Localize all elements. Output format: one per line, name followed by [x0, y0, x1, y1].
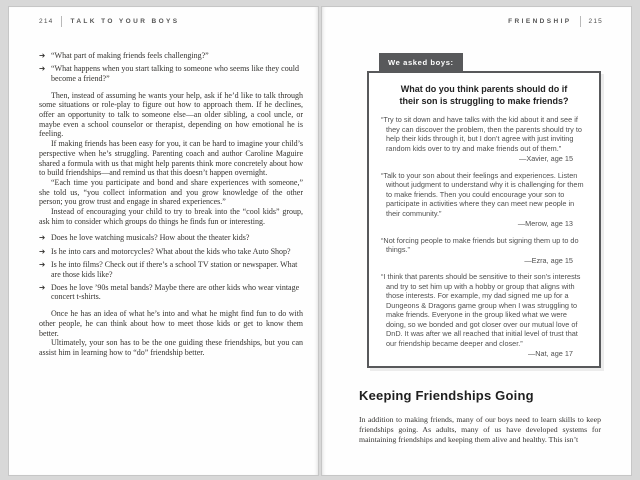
- running-head-title: TALK TO YOUR BOYS: [70, 18, 180, 25]
- left-page-body: [39, 51, 303, 358]
- arrow-bullet-icon: ➔: [39, 282, 46, 292]
- bullet-text: “What part of making friends feels challenging?”: [51, 51, 209, 60]
- quote-text: “Talk to your son about their feelings and experiences. Listen without judgment to understand why it is challenging for them to make friends. Then you could encourage your son to participate in activities where they can meet new people in their community.”: [381, 170, 584, 218]
- section-paragraph: In addition to making friends, many of our boys need to learn skills to keep friendships going. As adults, many of us have developed systems for maintaining friendships and keeping them alive and healthy. This isn’t: [359, 414, 601, 444]
- arrow-bullet-icon: ➔: [39, 233, 46, 243]
- paragraph: Then, instead of assuming he wants your help, ask if he’d like to talk through some situations or role-play to figure out how to approach them. If he declines, offer an opportunity to talk to someone else—an older sibling, a cool uncle, or maybe even a school counselor or therapist, depending on how emotional he is feeling.: [39, 90, 303, 139]
- quote-text: “I think that parents should be sensitive to their son’s interests and try to set him up with a hobby or group that aligns with those interests. For example, my dad signed me up for a Dungeons & Dragons game group when I was struggling to make friends. Everyone in the group liked what we were doing, so we bonded and got closer over our mutual love of DnD. It was after we all reached that initial level of trust that our friendship became deeper and closer.”: [381, 272, 581, 348]
- paragraph: Ultimately, your son has to be the one guiding these friendships, but you can assist him in learning how to “do” friendship better.: [39, 338, 303, 357]
- quote-text: “Not forcing people to make friends but signing them up to do things.”: [381, 235, 579, 254]
- bullet-text: “What happens when you start talking to someone who seems like they could become a friend?”: [51, 64, 299, 83]
- bullet-text: Is he into films? Check out if there’s a school TV station or newspaper. What are those kids like?: [51, 259, 298, 279]
- quote-attribution: —Merow, age 13: [517, 219, 573, 228]
- bullet-text: Is he into cars and motorcycles? What about the kids who take Auto Shop?: [51, 246, 291, 256]
- bullet-list-top: [39, 51, 303, 84]
- running-head-title: FRIENDSHIP: [508, 18, 572, 25]
- quote-box-question: What do you think parents should do if their son is struggling to make friends?: [399, 84, 569, 106]
- we-asked-boys-tab: We asked boys:: [379, 53, 463, 71]
- arrow-bullet-icon: ➔: [39, 51, 46, 60]
- bullet-item: [39, 283, 303, 302]
- paragraph: If making friends has been easy for you, it can be hard to imagine your child’s perspective when he’s struggling. Parenting coach and author Caroline Maguire shared a formula with us that might help parents think more concretely about how to build friendships—and remind us that this doesn’t happen overnight.: [39, 139, 303, 178]
- quote-attribution: —Ezra, age 15: [524, 255, 573, 265]
- quote-attribution: —Xavier, age 15: [519, 154, 573, 163]
- bullet-item: [39, 260, 303, 279]
- bullet-text: Does he love ’90s metal bands? Maybe there are other kids who wear vintage concert t-shirts.: [51, 282, 300, 302]
- page-number-right: 215: [588, 18, 603, 25]
- bullet-text: Does he love watching musicals? How about the theater kids?: [51, 233, 250, 243]
- header-divider: [61, 16, 62, 27]
- bullet-item: [39, 247, 303, 257]
- quote-text: “Try to sit down and have talks with the kid about it and see if they can discover the problem, then the parents should try to help their kids through it, but I don’t agree with just inviting random kids over to try and make friends out of them.”: [381, 115, 582, 153]
- page-left: [8, 6, 319, 476]
- page-number-left: 214: [39, 18, 54, 25]
- paragraph: Once he has an idea of what he’s into and what he might find fun to do with other people, he can think about how to meet those kids or get to know them better.: [39, 309, 303, 338]
- running-head-left: [39, 16, 180, 27]
- section-heading: Keeping Friendships Going: [359, 388, 534, 403]
- bullet-list-bottom: [39, 233, 303, 302]
- paragraph: Instead of encouraging your child to try to break into the “cool kids” group, ask him to consider which groups do things he finds fun or interesting.: [39, 207, 303, 226]
- bullet-item: [39, 64, 303, 83]
- arrow-bullet-icon: ➔: [39, 259, 46, 269]
- bullet-item: [39, 51, 303, 61]
- arrow-bullet-icon: ➔: [39, 64, 46, 74]
- paragraph: “Each time you participate and bond and share experiences with someone,” she told us, “you collect information and you grow knowledge of the other person; you grow trust and engage in shared experiences.”: [39, 177, 303, 207]
- bullet-item: [39, 233, 303, 243]
- quote-attribution: —Nat, age 17: [527, 349, 573, 358]
- quote-box: [367, 71, 601, 368]
- arrow-bullet-icon: ➔: [39, 246, 46, 256]
- running-head-right: [508, 16, 603, 27]
- header-divider: [580, 16, 581, 27]
- page-right: [321, 6, 632, 476]
